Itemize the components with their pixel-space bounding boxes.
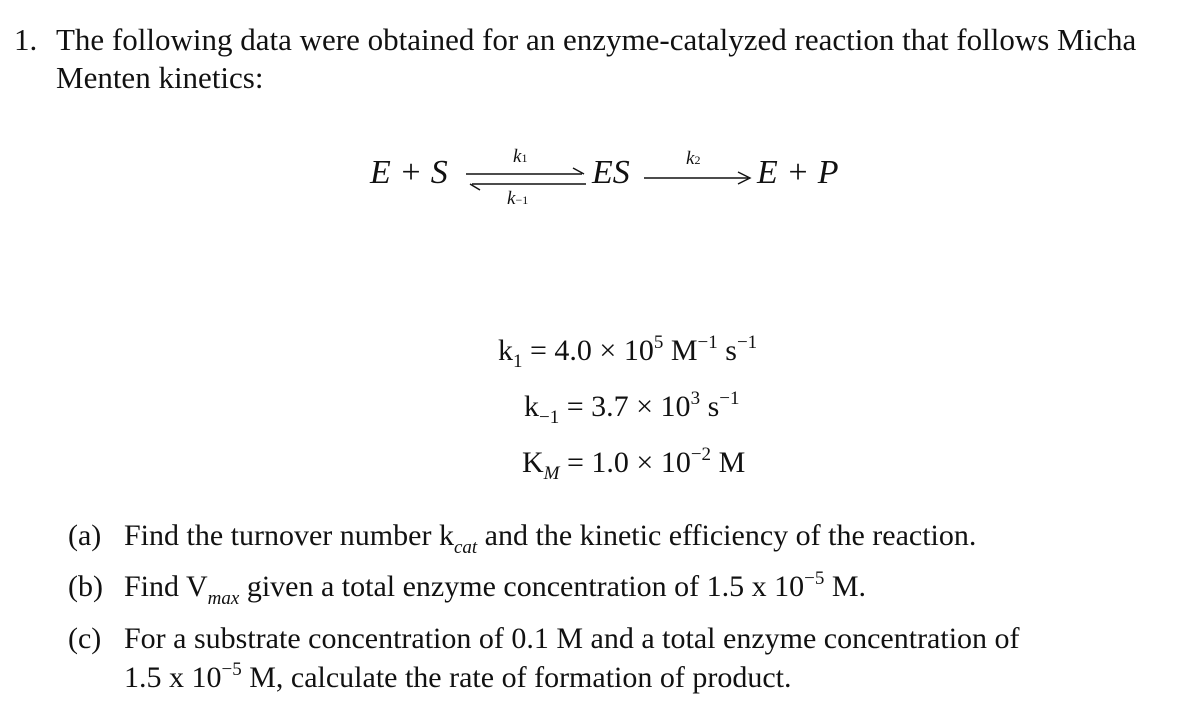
constant-km: $K_M = 1.0 \times 10^{-2}$ M (522, 444, 746, 484)
enzyme-substrate-complex: ES (592, 154, 630, 191)
question-text-line1: The following data were obtained for an enzyme-catalyzed reaction that follows Micha (56, 22, 1137, 57)
part-c-label: (c) (68, 622, 102, 655)
reactants: E + S (370, 154, 448, 191)
part-c-text-line2: 1.5 x $10^{-5}$ M, calculate the rate of formation of product. (124, 659, 792, 694)
rate-constant-k2: k2 (686, 148, 701, 169)
forward-arrow-icon (642, 170, 754, 186)
question-text-line2: Menten kinetics: (56, 60, 264, 95)
question-number: 1. (14, 22, 38, 57)
part-b-label: (b) (68, 570, 103, 603)
rate-constant-k1: k1 (513, 146, 528, 167)
constant-k1: $k_1 = 4.0 \times 10^5$ $M^{-1}$ $s^{-1}$ (498, 332, 758, 372)
constant-k-minus1: $k_{-1} = 3.7 \times 10^3$ $s^{-1}$ (524, 388, 740, 428)
rate-constant-k-minus1: k−1 (507, 188, 529, 209)
part-c-text-line1: For a substrate concentration of 0.1 M and a total enzyme concentration of (124, 622, 1020, 655)
part-a-text: Find the turnover number $k_{cat}$ and the kinetic efficiency of the reaction. (124, 519, 977, 558)
part-b-text: Find $V_{max}$ given a total enzyme concentration of 1.5 x $10^{-5}$ M. (124, 568, 867, 609)
part-a-label: (a) (68, 519, 102, 552)
products: E + P (757, 154, 839, 191)
